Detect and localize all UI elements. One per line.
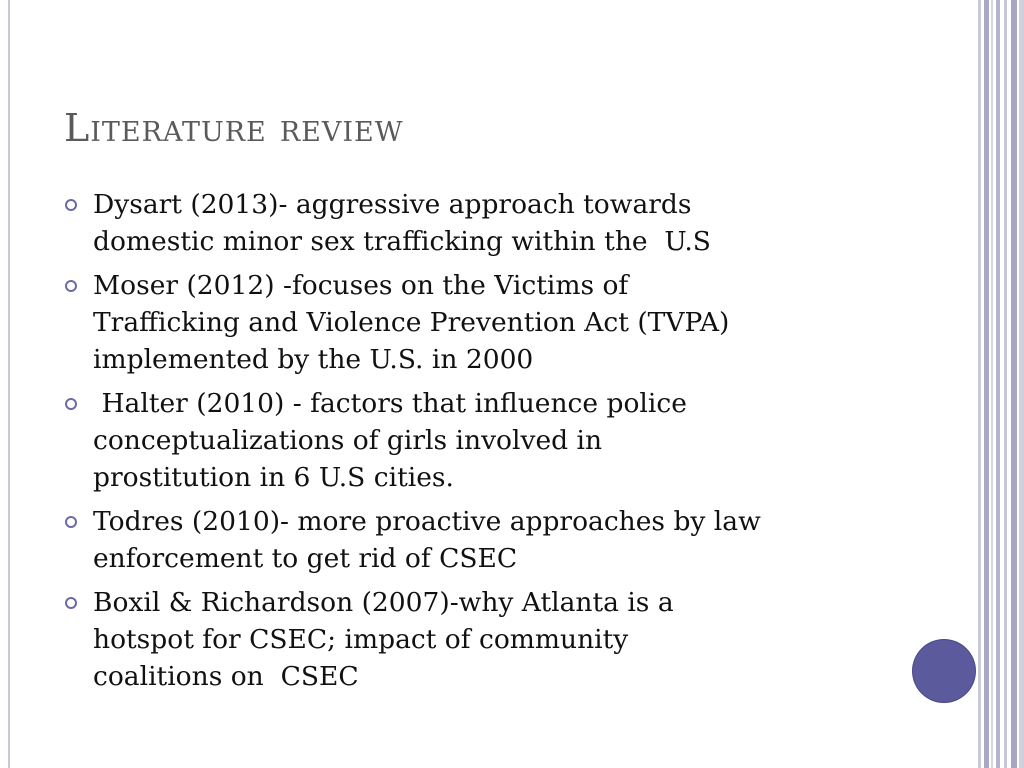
slide-title: Literature review	[64, 106, 404, 150]
bullet-text: Moser (2012) -focuses on the Victims of Trafficking and Violence Prevention Act (TVPA) implemented by the U.S. in 2000	[93, 270, 730, 375]
right-stripe	[991, 0, 993, 768]
right-stripe	[1019, 0, 1024, 768]
ring-bullet-icon	[65, 280, 77, 292]
ring-bullet-icon	[65, 597, 77, 609]
ring-bullet-icon	[65, 398, 77, 410]
bullet-item	[62, 385, 882, 496]
bullet-text: Dysart (2013)- aggressive approach towards domestic minor sex trafficking within the U.S	[93, 189, 711, 257]
ring-bullet-icon	[65, 199, 77, 211]
bullet-text: Halter (2010) - factors that influence police conceptualizations of girls involved in prostitution in 6 U.S cities.	[93, 388, 687, 493]
bullet-text: Todres (2010)- more proactive approaches by law enforcement to get rid of CSEC	[93, 506, 761, 574]
right-stripe	[978, 0, 981, 768]
right-stripe	[1004, 0, 1007, 768]
decorative-circle	[913, 640, 975, 702]
bullet-text: Boxil & Richardson (2007)-why Atlanta is a hotspot for CSEC; impact of community coalitions on CSEC	[93, 587, 674, 692]
bullet-item	[62, 267, 882, 378]
ring-bullet-icon	[65, 516, 77, 528]
bullet-item	[62, 186, 882, 260]
left-border-line	[8, 0, 10, 768]
bullet-item	[62, 584, 882, 695]
bullet-item	[62, 503, 882, 577]
right-stripe	[996, 0, 1000, 768]
bullet-list	[62, 186, 882, 702]
right-stripe	[1011, 0, 1017, 768]
right-stripe	[984, 0, 989, 768]
